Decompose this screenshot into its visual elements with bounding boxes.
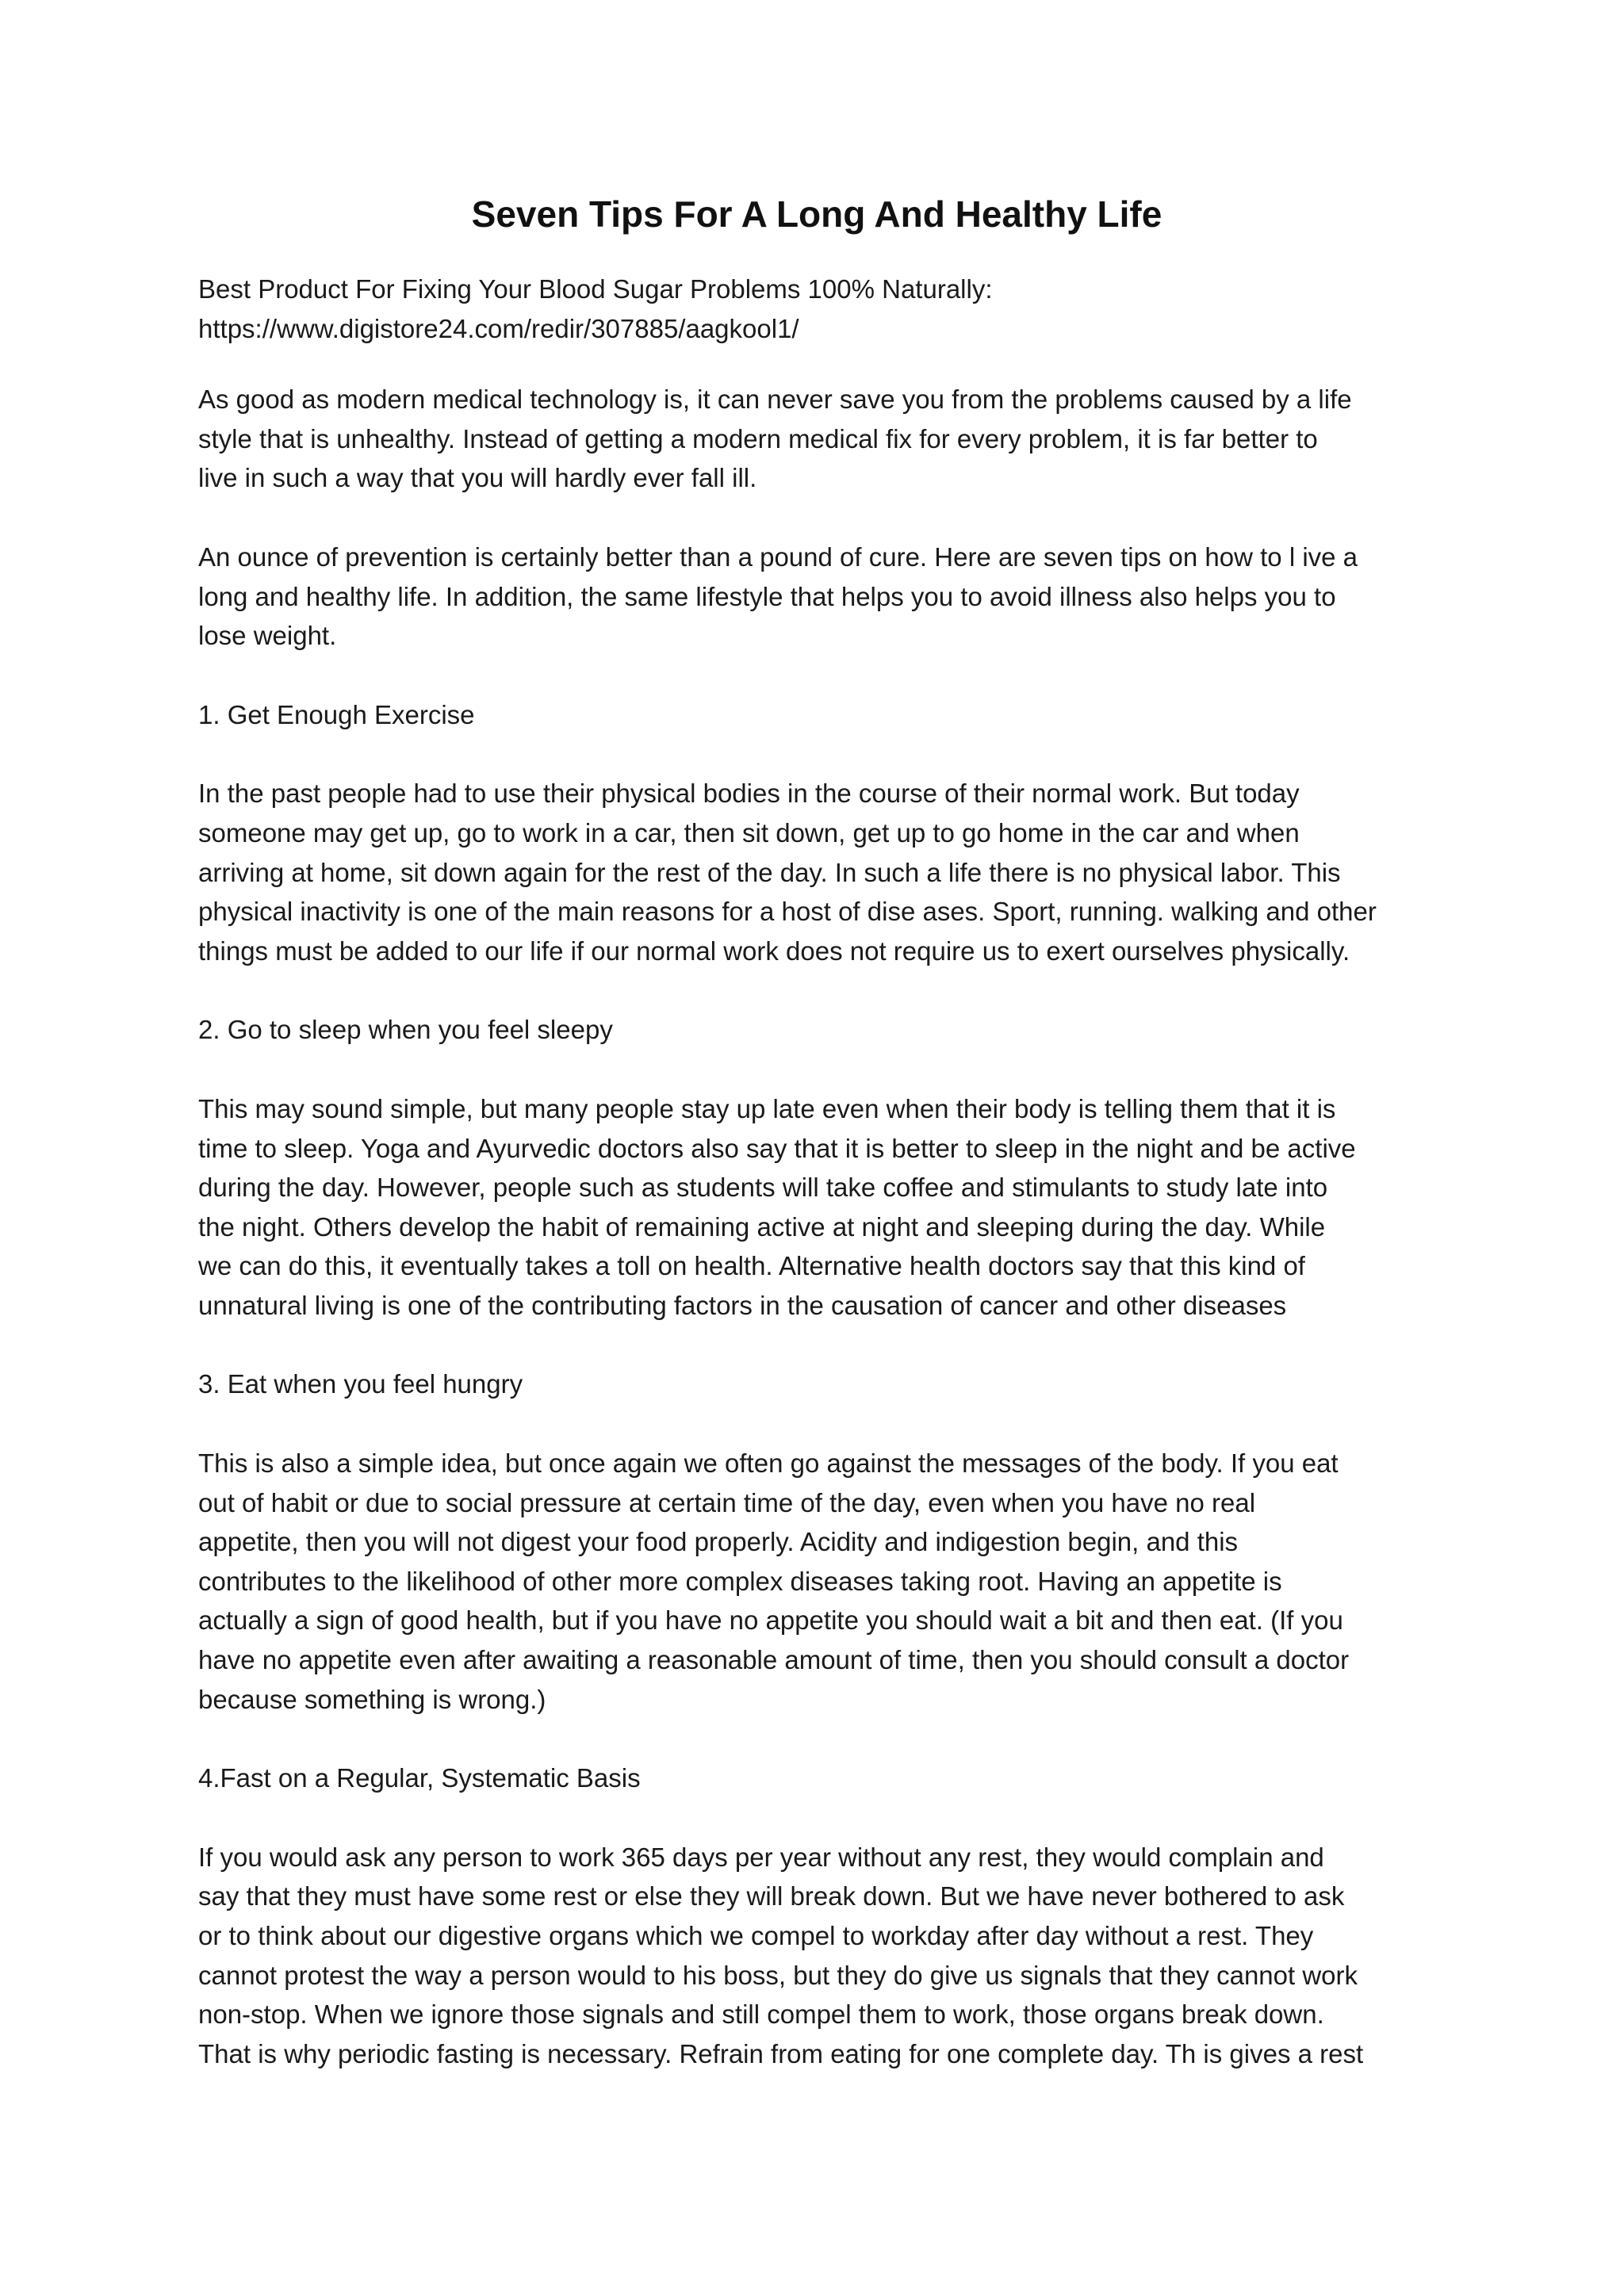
section-body-1 [198,774,1435,970]
section-heading: 2. Go to sleep when you feel sleepy [198,1015,613,1045]
paragraph-line: time to sleep. Yoga and Ayurvedic doctors also say that it is better to sleep in the night and be active [198,1133,1356,1163]
paragraph-line: unnatural living is one of the contributing factors in the causation of cancer and other diseases [198,1290,1287,1320]
paragraph-line: This may sound simple, but many people stay up late even when their body is telling them that it is [198,1093,1336,1123]
paragraph-line: cannot protest the way a person would to his boss, but they do give us signals that they cannot work [198,1960,1358,1990]
promo-line: Best Product For Fixing Your Blood Sugar Problems 100% Naturally: [198,274,993,304]
paragraph-line: someone may get up, go to work in a car, then sit down, get up to go home in the car and when [198,817,1300,848]
paragraph-line: live in such a way that you will hardly ever fall ill. [198,463,757,493]
paragraph-line: As good as modern medical technology is, it can never save you from the problems caused by a life [198,385,1352,415]
paragraph-line: appetite, then you will not digest your food properly. Acidity and indigestion begin, and this [198,1527,1239,1557]
document-title: Seven Tips For A Long And Healthy Life [471,193,1162,235]
paragraph-line: or to think about our digestive organs which we compel to workday after day without a rest. They [198,1921,1314,1950]
section-body-4 [198,1838,1435,2074]
paragraph-line: out of habit or due to social pressure at certain time of the day, even when you have no real [198,1487,1256,1517]
section-body-3 [198,1444,1435,1719]
section-body-2 [198,1089,1435,1326]
paragraph-line: This is also a simple idea, but once again we often go against the messages of the body. If you eat [198,1448,1339,1479]
promo-link[interactable]: https://www.digistore24.com/redir/307885/aagkool1/ [198,313,799,343]
paragraph-line: An ounce of prevention is certainly better than a pound of cure. Here are seven tips on how to l ive a [198,541,1358,572]
paragraph-line: If you would ask any person to work 365 days per year without any rest, they would complain and [198,1842,1324,1872]
paragraph-line: long and healthy life. In addition, the same lifestyle that helps you to avoid illness also helps you to [198,581,1336,611]
section-heading: 4.Fast on a Regular, Systematic Basis [198,1763,641,1793]
section-heading-2 [198,1010,1435,1050]
paragraph-line: things must be added to our life if our normal work does not require us to exert ourselves physically. [198,936,1350,966]
paragraph-line: we can do this, it eventually takes a toll on health. Alternative health doctors say that this kind of [198,1251,1305,1281]
promo-paragraph [198,270,1435,348]
section-heading-4 [198,1758,1435,1798]
section-heading-3 [198,1364,1435,1404]
paragraph-line: have no appetite even after awaiting a reasonable amount of time, then you should consult a doctor [198,1645,1350,1675]
document-page [198,190,1435,2113]
intro-paragraph-2 [198,538,1435,656]
section-heading: 3. Eat when you feel hungry [198,1369,523,1399]
paragraph-line: actually a sign of good health, but if you have no appetite you should wait a bit and then eat. (If you [198,1605,1343,1636]
paragraph-line: because something is wrong.) [198,1684,546,1714]
paragraph-line: lose weight. [198,621,337,651]
paragraph-line: arriving at home, sit down again for the rest of the day. In such a life there is no physical labor. This [198,857,1341,887]
paragraph-line: non-stop. When we ignore those signals and still compel them to work, those organs break down. [198,1999,1324,2030]
paragraph-line: In the past people had to use their physical bodies in the course of their normal work. But today [198,779,1300,809]
intro-paragraph-1 [198,380,1435,498]
section-heading: 1. Get Enough Exercise [198,699,475,729]
paragraph-line: say that they must have some rest or else they will break down. But we have never bothered to ask [198,1881,1345,1911]
section-heading-1 [198,695,1435,735]
paragraph-line: style that is unhealthy. Instead of getting a modern medical fix for every problem, it is far better to [198,423,1318,453]
paragraph-line: That is why periodic fasting is necessary. Refrain from eating for one complete day. Th is gives a rest [198,2038,1364,2068]
paragraph-line: physical inactivity is one of the main reasons for a host of dise ases. Sport, running. walking and other [198,897,1377,927]
paragraph-line: contributes to the likelihood of other more complex diseases taking root. Having an appetite is [198,1566,1282,1596]
paragraph-line: during the day. However, people such as students will take coffee and stimulants to study late into [198,1173,1328,1203]
paragraph-line: the night. Others develop the habit of remaining active at night and sleeping during the day. While [198,1211,1326,1242]
